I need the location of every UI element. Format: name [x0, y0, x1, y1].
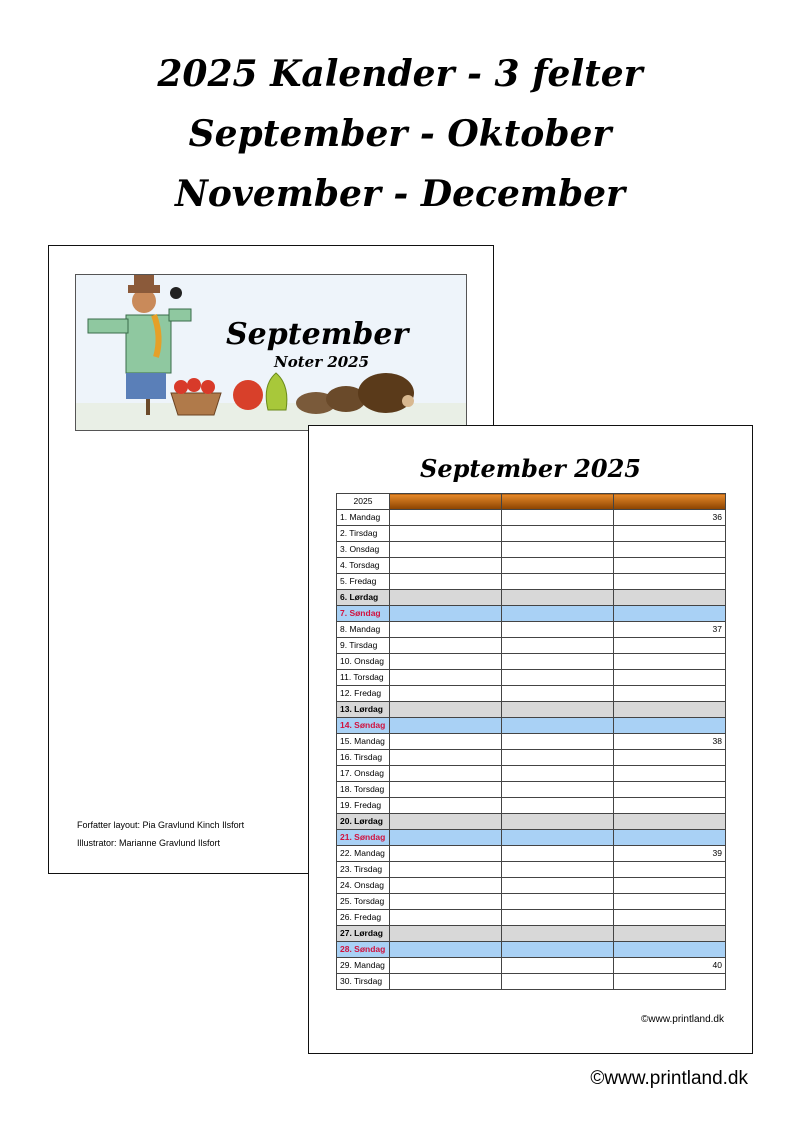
day-label: 15. Mandag — [337, 734, 390, 750]
day-label: 30. Tirsdag — [337, 974, 390, 990]
day-label: 14. Søndag — [337, 718, 390, 734]
table-row — [337, 750, 726, 766]
note-cell — [390, 654, 502, 670]
note-cell — [390, 942, 502, 958]
note-cell — [502, 798, 614, 814]
note-cell — [390, 718, 502, 734]
note-cell — [390, 878, 502, 894]
note-cell — [390, 974, 502, 990]
note-cell — [502, 974, 614, 990]
note-cell — [502, 558, 614, 574]
week-number — [614, 782, 726, 798]
day-label: 21. Søndag — [337, 830, 390, 846]
note-cell — [502, 782, 614, 798]
week-number — [614, 574, 726, 590]
week-number — [614, 798, 726, 814]
note-cell — [390, 814, 502, 830]
week-number: 37 — [614, 622, 726, 638]
table-row — [337, 958, 726, 974]
week-number — [614, 878, 726, 894]
week-number — [614, 814, 726, 830]
note-cell — [502, 942, 614, 958]
table-row — [337, 798, 726, 814]
table-row — [337, 638, 726, 654]
table-row — [337, 878, 726, 894]
note-cell — [390, 910, 502, 926]
day-label: 28. Søndag — [337, 942, 390, 958]
table-row — [337, 782, 726, 798]
note-cell — [502, 910, 614, 926]
week-number — [614, 766, 726, 782]
day-label: 11. Torsdag — [337, 670, 390, 686]
table-row — [337, 734, 726, 750]
table-row — [337, 510, 726, 526]
note-cell — [502, 718, 614, 734]
table-row — [337, 894, 726, 910]
note-cell — [502, 670, 614, 686]
table-row — [337, 606, 726, 622]
table-row — [337, 526, 726, 542]
day-label: 10. Onsdag — [337, 654, 390, 670]
note-cell — [390, 622, 502, 638]
table-row — [337, 558, 726, 574]
year-header: 2025 — [337, 494, 390, 510]
day-label: 26. Fredag — [337, 910, 390, 926]
note-cell — [390, 926, 502, 942]
note-cell — [502, 590, 614, 606]
footer-copyright: ©www.printland.dk — [590, 1068, 748, 1089]
day-label: 29. Mandag — [337, 958, 390, 974]
day-label: 20. Lørdag — [337, 814, 390, 830]
week-number — [614, 702, 726, 718]
note-cell — [390, 766, 502, 782]
note-cell — [502, 574, 614, 590]
note-cell — [502, 814, 614, 830]
illustration-image — [76, 275, 467, 431]
note-cell — [502, 510, 614, 526]
table-row — [337, 622, 726, 638]
table-row — [337, 910, 726, 926]
note-cell — [502, 734, 614, 750]
table-row — [337, 830, 726, 846]
week-number — [614, 750, 726, 766]
week-number — [614, 606, 726, 622]
table-row — [337, 974, 726, 990]
day-label: 4. Torsdag — [337, 558, 390, 574]
table-row — [337, 654, 726, 670]
week-number — [614, 718, 726, 734]
day-label: 19. Fredag — [337, 798, 390, 814]
note-cell — [502, 638, 614, 654]
note-cell — [502, 686, 614, 702]
day-label: 22. Mandag — [337, 846, 390, 862]
note-cell — [390, 526, 502, 542]
day-label: 5. Fredag — [337, 574, 390, 590]
note-cell — [390, 798, 502, 814]
note-cell — [390, 782, 502, 798]
note-cell — [390, 830, 502, 846]
table-row — [337, 926, 726, 942]
table-row — [337, 942, 726, 958]
note-cell — [390, 638, 502, 654]
week-number: 40 — [614, 958, 726, 974]
week-number — [614, 542, 726, 558]
day-label: 7. Søndag — [337, 606, 390, 622]
week-number — [614, 590, 726, 606]
note-cell — [390, 734, 502, 750]
calendar-title: September 2025 — [420, 454, 641, 483]
banner-subtitle: Noter 2025 — [274, 353, 370, 371]
note-cell — [502, 606, 614, 622]
week-number — [614, 942, 726, 958]
column-header — [390, 494, 502, 510]
table-row — [337, 686, 726, 702]
note-cell — [390, 750, 502, 766]
week-number — [614, 974, 726, 990]
note-cell — [390, 510, 502, 526]
day-label: 9. Tirsdag — [337, 638, 390, 654]
day-label: 25. Torsdag — [337, 894, 390, 910]
day-label: 18. Torsdag — [337, 782, 390, 798]
week-number: 38 — [614, 734, 726, 750]
table-row — [337, 702, 726, 718]
note-cell — [390, 558, 502, 574]
note-cell — [390, 542, 502, 558]
table-row — [337, 574, 726, 590]
note-cell — [390, 574, 502, 590]
calendar-table — [336, 493, 726, 990]
week-number: 39 — [614, 846, 726, 862]
note-cell — [502, 654, 614, 670]
note-cell — [502, 766, 614, 782]
day-label: 1. Mandag — [337, 510, 390, 526]
note-cell — [502, 926, 614, 942]
day-label: 2. Tirsdag — [337, 526, 390, 542]
table-row — [337, 542, 726, 558]
table-row — [337, 718, 726, 734]
column-header — [614, 494, 726, 510]
note-cell — [390, 686, 502, 702]
day-label: 13. Lørdag — [337, 702, 390, 718]
note-cell — [502, 830, 614, 846]
day-label: 12. Fredag — [337, 686, 390, 702]
day-label: 23. Tirsdag — [337, 862, 390, 878]
note-cell — [390, 846, 502, 862]
notes-banner — [75, 274, 467, 431]
week-number: 36 — [614, 510, 726, 526]
day-label: 8. Mandag — [337, 622, 390, 638]
note-cell — [390, 894, 502, 910]
table-row — [337, 590, 726, 606]
day-label: 16. Tirsdag — [337, 750, 390, 766]
note-cell — [502, 846, 614, 862]
note-cell — [502, 542, 614, 558]
illustrator-credit: Illustrator: Marianne Gravlund Ilsfort — [77, 838, 221, 848]
day-label: 24. Onsdag — [337, 878, 390, 894]
table-row — [337, 766, 726, 782]
week-number — [614, 654, 726, 670]
week-number — [614, 830, 726, 846]
note-cell — [390, 606, 502, 622]
banner-title: September — [226, 317, 409, 352]
note-cell — [390, 670, 502, 686]
day-label: 6. Lørdag — [337, 590, 390, 606]
note-cell — [502, 958, 614, 974]
title-line-2: September - Oktober — [188, 113, 612, 155]
title-line-1: 2025 Kalender - 3 felter — [157, 53, 643, 95]
author-credit: Forfatter layout: Pia Gravlund Kinch Ilsfort — [77, 820, 245, 830]
week-number — [614, 910, 726, 926]
note-cell — [502, 894, 614, 910]
note-cell — [390, 590, 502, 606]
week-number — [614, 686, 726, 702]
note-cell — [502, 526, 614, 542]
week-number — [614, 862, 726, 878]
table-row — [337, 862, 726, 878]
week-number — [614, 526, 726, 542]
table-row — [337, 670, 726, 686]
note-cell — [502, 702, 614, 718]
title-line-3: November - December — [175, 173, 625, 215]
note-cell — [390, 702, 502, 718]
calendar-copyright: ©www.printland.dk — [641, 1014, 724, 1025]
week-number — [614, 670, 726, 686]
note-cell — [502, 622, 614, 638]
note-cell — [390, 958, 502, 974]
note-cell — [390, 862, 502, 878]
week-number — [614, 894, 726, 910]
calendar-page — [308, 425, 753, 1054]
column-header — [502, 494, 614, 510]
note-cell — [502, 862, 614, 878]
week-number — [614, 558, 726, 574]
table-row — [337, 814, 726, 830]
note-cell — [502, 878, 614, 894]
table-row — [337, 846, 726, 862]
week-number — [614, 638, 726, 654]
note-cell — [502, 750, 614, 766]
day-label: 3. Onsdag — [337, 542, 390, 558]
table-header-row — [337, 494, 726, 510]
week-number — [614, 926, 726, 942]
day-label: 27. Lørdag — [337, 926, 390, 942]
day-label: 17. Onsdag — [337, 766, 390, 782]
